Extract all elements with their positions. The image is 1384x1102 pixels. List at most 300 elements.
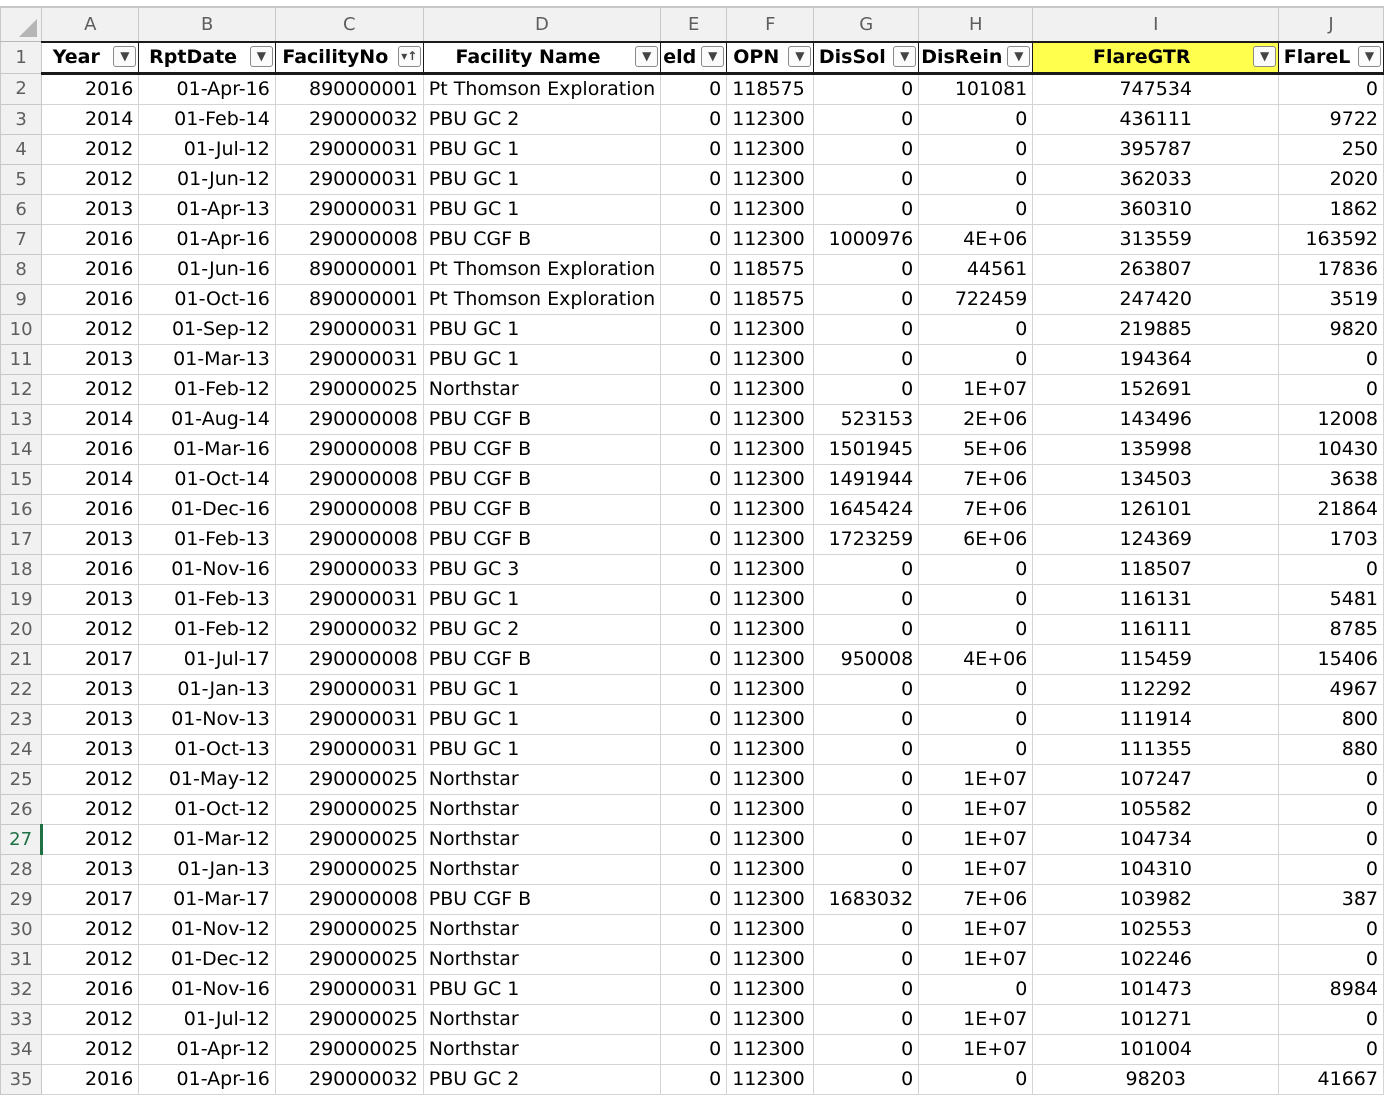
cell-c27[interactable]: 290000025 bbox=[275, 824, 423, 854]
row-header-31[interactable]: 31 bbox=[1, 944, 42, 974]
filter-dropdown-icon[interactable]: ▼ bbox=[788, 46, 811, 67]
cell-e10[interactable]: 0 bbox=[661, 314, 727, 344]
row-header-21[interactable]: 21 bbox=[1, 644, 42, 674]
cell-d20[interactable]: PBU GC 2 bbox=[423, 614, 660, 644]
cell-g16[interactable]: 1645424 bbox=[814, 494, 919, 524]
cell-d28[interactable]: Northstar bbox=[423, 854, 660, 884]
cell-i9[interactable]: 247420 bbox=[1033, 284, 1279, 314]
cell-i30[interactable]: 102553 bbox=[1033, 914, 1279, 944]
cell-b2[interactable]: 01-Apr-16 bbox=[139, 73, 275, 104]
cell-h6[interactable]: 0 bbox=[919, 194, 1033, 224]
cell-d25[interactable]: Northstar bbox=[423, 764, 660, 794]
cell-d21[interactable]: PBU CGF B bbox=[423, 644, 660, 674]
cell-j31[interactable]: 0 bbox=[1279, 944, 1384, 974]
cell-e13[interactable]: 0 bbox=[661, 404, 727, 434]
cell-b16[interactable]: 01-Dec-16 bbox=[139, 494, 275, 524]
row-header-8[interactable]: 8 bbox=[1, 254, 42, 284]
column-header-c[interactable]: C bbox=[275, 8, 423, 42]
cell-i21[interactable]: 115459 bbox=[1033, 644, 1279, 674]
cell-i18[interactable]: 118507 bbox=[1033, 554, 1279, 584]
cell-j26[interactable]: 0 bbox=[1279, 794, 1384, 824]
cell-j16[interactable]: 21864 bbox=[1279, 494, 1384, 524]
cell-j24[interactable]: 880 bbox=[1279, 734, 1384, 764]
cell-g34[interactable]: 0 bbox=[814, 1034, 919, 1064]
cell-a8[interactable]: 2016 bbox=[42, 254, 139, 284]
column-header-f[interactable]: F bbox=[727, 8, 814, 42]
row-header-19[interactable]: 19 bbox=[1, 584, 42, 614]
row-header-9[interactable]: 9 bbox=[1, 284, 42, 314]
cell-d27[interactable]: Northstar bbox=[423, 824, 660, 854]
cell-i12[interactable]: 152691 bbox=[1033, 374, 1279, 404]
cell-c19[interactable]: 290000031 bbox=[275, 584, 423, 614]
row-header-6[interactable]: 6 bbox=[1, 194, 42, 224]
cell-a17[interactable]: 2013 bbox=[42, 524, 139, 554]
cell-a13[interactable]: 2014 bbox=[42, 404, 139, 434]
cell-h25[interactable]: 1E+07 bbox=[919, 764, 1033, 794]
cell-g32[interactable]: 0 bbox=[814, 974, 919, 1004]
cell-g25[interactable]: 0 bbox=[814, 764, 919, 794]
cell-g14[interactable]: 1501945 bbox=[814, 434, 919, 464]
cell-e29[interactable]: 0 bbox=[661, 884, 727, 914]
cell-e34[interactable]: 0 bbox=[661, 1034, 727, 1064]
column-header-e[interactable]: E bbox=[661, 8, 727, 42]
cell-e2[interactable]: 0 bbox=[661, 73, 727, 104]
cell-h34[interactable]: 1E+07 bbox=[919, 1034, 1033, 1064]
cell-j21[interactable]: 15406 bbox=[1279, 644, 1384, 674]
cell-f16[interactable]: 112300 bbox=[727, 494, 814, 524]
cell-j13[interactable]: 12008 bbox=[1279, 404, 1384, 434]
cell-b11[interactable]: 01-Mar-13 bbox=[139, 344, 275, 374]
cell-d14[interactable]: PBU CGF B bbox=[423, 434, 660, 464]
cell-e32[interactable]: 0 bbox=[661, 974, 727, 1004]
cell-a35[interactable]: 2016 bbox=[42, 1064, 139, 1094]
cell-b34[interactable]: 01-Apr-12 bbox=[139, 1034, 275, 1064]
cell-b17[interactable]: 01-Feb-13 bbox=[139, 524, 275, 554]
cell-i16[interactable]: 126101 bbox=[1033, 494, 1279, 524]
cell-g5[interactable]: 0 bbox=[814, 164, 919, 194]
cell-i27[interactable]: 104734 bbox=[1033, 824, 1279, 854]
filter-dropdown-icon[interactable]: ▼ bbox=[1358, 46, 1381, 67]
cell-e17[interactable]: 0 bbox=[661, 524, 727, 554]
cell-a16[interactable]: 2016 bbox=[42, 494, 139, 524]
cell-i19[interactable]: 116131 bbox=[1033, 584, 1279, 614]
cell-h13[interactable]: 2E+06 bbox=[919, 404, 1033, 434]
cell-e9[interactable]: 0 bbox=[661, 284, 727, 314]
cell-a22[interactable]: 2013 bbox=[42, 674, 139, 704]
cell-b6[interactable]: 01-Apr-13 bbox=[139, 194, 275, 224]
cell-f22[interactable]: 112300 bbox=[727, 674, 814, 704]
cell-j15[interactable]: 3638 bbox=[1279, 464, 1384, 494]
cell-c23[interactable]: 290000031 bbox=[275, 704, 423, 734]
cell-b30[interactable]: 01-Nov-12 bbox=[139, 914, 275, 944]
cell-d33[interactable]: Northstar bbox=[423, 1004, 660, 1034]
cell-e11[interactable]: 0 bbox=[661, 344, 727, 374]
cell-h4[interactable]: 0 bbox=[919, 134, 1033, 164]
cell-d12[interactable]: Northstar bbox=[423, 374, 660, 404]
cell-i20[interactable]: 116111 bbox=[1033, 614, 1279, 644]
cell-h20[interactable]: 0 bbox=[919, 614, 1033, 644]
cell-f3[interactable]: 112300 bbox=[727, 104, 814, 134]
cell-b22[interactable]: 01-Jan-13 bbox=[139, 674, 275, 704]
cell-b19[interactable]: 01-Feb-13 bbox=[139, 584, 275, 614]
cell-b12[interactable]: 01-Feb-12 bbox=[139, 374, 275, 404]
cell-b13[interactable]: 01-Aug-14 bbox=[139, 404, 275, 434]
cell-a14[interactable]: 2016 bbox=[42, 434, 139, 464]
cell-f19[interactable]: 112300 bbox=[727, 584, 814, 614]
cell-h35[interactable]: 0 bbox=[919, 1064, 1033, 1094]
cell-h9[interactable]: 722459 bbox=[919, 284, 1033, 314]
cell-a12[interactable]: 2012 bbox=[42, 374, 139, 404]
cell-d3[interactable]: PBU GC 2 bbox=[423, 104, 660, 134]
filter-dropdown-icon[interactable]: ▼ bbox=[113, 46, 136, 67]
cell-a26[interactable]: 2012 bbox=[42, 794, 139, 824]
cell-a24[interactable]: 2013 bbox=[42, 734, 139, 764]
cell-j9[interactable]: 3519 bbox=[1279, 284, 1384, 314]
cell-h5[interactable]: 0 bbox=[919, 164, 1033, 194]
cell-i28[interactable]: 104310 bbox=[1033, 854, 1279, 884]
cell-a7[interactable]: 2016 bbox=[42, 224, 139, 254]
cell-i7[interactable]: 313559 bbox=[1033, 224, 1279, 254]
cell-i33[interactable]: 101271 bbox=[1033, 1004, 1279, 1034]
cell-g30[interactable]: 0 bbox=[814, 914, 919, 944]
cell-i32[interactable]: 101473 bbox=[1033, 974, 1279, 1004]
cell-g18[interactable]: 0 bbox=[814, 554, 919, 584]
cell-j35[interactable]: 41667 bbox=[1279, 1064, 1384, 1094]
row-header-16[interactable]: 16 bbox=[1, 494, 42, 524]
cell-i29[interactable]: 103982 bbox=[1033, 884, 1279, 914]
cell-i15[interactable]: 134503 bbox=[1033, 464, 1279, 494]
cell-c35[interactable]: 290000032 bbox=[275, 1064, 423, 1094]
cell-j25[interactable]: 0 bbox=[1279, 764, 1384, 794]
cell-c7[interactable]: 290000008 bbox=[275, 224, 423, 254]
cell-j32[interactable]: 8984 bbox=[1279, 974, 1384, 1004]
cell-f12[interactable]: 112300 bbox=[727, 374, 814, 404]
cell-b29[interactable]: 01-Mar-17 bbox=[139, 884, 275, 914]
cell-e22[interactable]: 0 bbox=[661, 674, 727, 704]
cell-a18[interactable]: 2016 bbox=[42, 554, 139, 584]
column-header-g[interactable]: G bbox=[814, 8, 919, 42]
row-header-12[interactable]: 12 bbox=[1, 374, 42, 404]
cell-c26[interactable]: 290000025 bbox=[275, 794, 423, 824]
cell-i31[interactable]: 102246 bbox=[1033, 944, 1279, 974]
cell-c18[interactable]: 290000033 bbox=[275, 554, 423, 584]
cell-f26[interactable]: 112300 bbox=[727, 794, 814, 824]
cell-h10[interactable]: 0 bbox=[919, 314, 1033, 344]
cell-h14[interactable]: 5E+06 bbox=[919, 434, 1033, 464]
cell-h7[interactable]: 4E+06 bbox=[919, 224, 1033, 254]
cell-d13[interactable]: PBU CGF B bbox=[423, 404, 660, 434]
cell-j11[interactable]: 0 bbox=[1279, 344, 1384, 374]
cell-j34[interactable]: 0 bbox=[1279, 1034, 1384, 1064]
row-header-10[interactable]: 10 bbox=[1, 314, 42, 344]
cell-c32[interactable]: 290000031 bbox=[275, 974, 423, 1004]
cell-d24[interactable]: PBU GC 1 bbox=[423, 734, 660, 764]
cell-j29[interactable]: 387 bbox=[1279, 884, 1384, 914]
cell-a25[interactable]: 2012 bbox=[42, 764, 139, 794]
cell-d2[interactable]: Pt Thomson Exploration bbox=[423, 73, 660, 104]
cell-d15[interactable]: PBU CGF B bbox=[423, 464, 660, 494]
cell-d19[interactable]: PBU GC 1 bbox=[423, 584, 660, 614]
column-header-d[interactable]: D bbox=[423, 8, 660, 42]
cell-a33[interactable]: 2012 bbox=[42, 1004, 139, 1034]
cell-c16[interactable]: 290000008 bbox=[275, 494, 423, 524]
cell-i24[interactable]: 111355 bbox=[1033, 734, 1279, 764]
cell-b5[interactable]: 01-Jun-12 bbox=[139, 164, 275, 194]
column-header-a[interactable]: A bbox=[42, 8, 139, 42]
cell-e7[interactable]: 0 bbox=[661, 224, 727, 254]
cell-g22[interactable]: 0 bbox=[814, 674, 919, 704]
filter-dropdown-icon[interactable]: ▼ bbox=[701, 46, 724, 67]
cell-d34[interactable]: Northstar bbox=[423, 1034, 660, 1064]
row-header-24[interactable]: 24 bbox=[1, 734, 42, 764]
cell-h3[interactable]: 0 bbox=[919, 104, 1033, 134]
cell-g24[interactable]: 0 bbox=[814, 734, 919, 764]
cell-f27[interactable]: 112300 bbox=[727, 824, 814, 854]
column-header-b[interactable]: B bbox=[139, 8, 275, 42]
cell-e8[interactable]: 0 bbox=[661, 254, 727, 284]
cell-h18[interactable]: 0 bbox=[919, 554, 1033, 584]
cell-f29[interactable]: 112300 bbox=[727, 884, 814, 914]
cell-d10[interactable]: PBU GC 1 bbox=[423, 314, 660, 344]
cell-b20[interactable]: 01-Feb-12 bbox=[139, 614, 275, 644]
cell-e27[interactable]: 0 bbox=[661, 824, 727, 854]
cell-f2[interactable]: 118575 bbox=[727, 73, 814, 104]
cell-e31[interactable]: 0 bbox=[661, 944, 727, 974]
row-header-1[interactable]: 1 bbox=[1, 42, 42, 74]
cell-j14[interactable]: 10430 bbox=[1279, 434, 1384, 464]
row-header-15[interactable]: 15 bbox=[1, 464, 42, 494]
cell-f15[interactable]: 112300 bbox=[727, 464, 814, 494]
cell-i11[interactable]: 194364 bbox=[1033, 344, 1279, 374]
cell-i34[interactable]: 101004 bbox=[1033, 1034, 1279, 1064]
cell-c3[interactable]: 290000032 bbox=[275, 104, 423, 134]
cell-g17[interactable]: 1723259 bbox=[814, 524, 919, 554]
cell-f21[interactable]: 112300 bbox=[727, 644, 814, 674]
cell-g6[interactable]: 0 bbox=[814, 194, 919, 224]
cell-j3[interactable]: 9722 bbox=[1279, 104, 1384, 134]
row-header-2[interactable]: 2 bbox=[1, 73, 42, 104]
cell-c10[interactable]: 290000031 bbox=[275, 314, 423, 344]
cell-g27[interactable]: 0 bbox=[814, 824, 919, 854]
cell-c6[interactable]: 290000031 bbox=[275, 194, 423, 224]
row-header-18[interactable]: 18 bbox=[1, 554, 42, 584]
cell-b25[interactable]: 01-May-12 bbox=[139, 764, 275, 794]
cell-b21[interactable]: 01-Jul-17 bbox=[139, 644, 275, 674]
row-header-5[interactable]: 5 bbox=[1, 164, 42, 194]
cell-a31[interactable]: 2012 bbox=[42, 944, 139, 974]
cell-c15[interactable]: 290000008 bbox=[275, 464, 423, 494]
cell-b14[interactable]: 01-Mar-16 bbox=[139, 434, 275, 464]
cell-a6[interactable]: 2013 bbox=[42, 194, 139, 224]
cell-f28[interactable]: 112300 bbox=[727, 854, 814, 884]
cell-c2[interactable]: 890000001 bbox=[275, 73, 423, 104]
cell-c28[interactable]: 290000025 bbox=[275, 854, 423, 884]
cell-j7[interactable]: 163592 bbox=[1279, 224, 1384, 254]
cell-g15[interactable]: 1491944 bbox=[814, 464, 919, 494]
cell-d31[interactable]: Northstar bbox=[423, 944, 660, 974]
row-header-32[interactable]: 32 bbox=[1, 974, 42, 1004]
cell-e23[interactable]: 0 bbox=[661, 704, 727, 734]
filter-dropdown-icon[interactable]: ▼ bbox=[893, 46, 916, 67]
cell-a32[interactable]: 2016 bbox=[42, 974, 139, 1004]
cell-c20[interactable]: 290000032 bbox=[275, 614, 423, 644]
cell-c29[interactable]: 290000008 bbox=[275, 884, 423, 914]
cell-j2[interactable]: 0 bbox=[1279, 73, 1384, 104]
cell-f31[interactable]: 112300 bbox=[727, 944, 814, 974]
cell-a11[interactable]: 2013 bbox=[42, 344, 139, 374]
cell-f23[interactable]: 112300 bbox=[727, 704, 814, 734]
cell-c33[interactable]: 290000025 bbox=[275, 1004, 423, 1034]
cell-c21[interactable]: 290000008 bbox=[275, 644, 423, 674]
cell-i6[interactable]: 360310 bbox=[1033, 194, 1279, 224]
cell-j5[interactable]: 2020 bbox=[1279, 164, 1384, 194]
cell-d23[interactable]: PBU GC 1 bbox=[423, 704, 660, 734]
cell-i3[interactable]: 436111 bbox=[1033, 104, 1279, 134]
cell-h32[interactable]: 0 bbox=[919, 974, 1033, 1004]
cell-f14[interactable]: 112300 bbox=[727, 434, 814, 464]
cell-c12[interactable]: 290000025 bbox=[275, 374, 423, 404]
row-header-29[interactable]: 29 bbox=[1, 884, 42, 914]
cell-j33[interactable]: 0 bbox=[1279, 1004, 1384, 1034]
cell-e25[interactable]: 0 bbox=[661, 764, 727, 794]
cell-d5[interactable]: PBU GC 1 bbox=[423, 164, 660, 194]
cell-f20[interactable]: 112300 bbox=[727, 614, 814, 644]
cell-e12[interactable]: 0 bbox=[661, 374, 727, 404]
cell-i25[interactable]: 107247 bbox=[1033, 764, 1279, 794]
cell-a4[interactable]: 2012 bbox=[42, 134, 139, 164]
row-header-14[interactable]: 14 bbox=[1, 434, 42, 464]
cell-c30[interactable]: 290000025 bbox=[275, 914, 423, 944]
cell-d30[interactable]: Northstar bbox=[423, 914, 660, 944]
cell-b3[interactable]: 01-Feb-14 bbox=[139, 104, 275, 134]
cell-e19[interactable]: 0 bbox=[661, 584, 727, 614]
filter-dropdown-icon[interactable]: ▼ bbox=[250, 46, 273, 67]
cell-a30[interactable]: 2012 bbox=[42, 914, 139, 944]
cell-i13[interactable]: 143496 bbox=[1033, 404, 1279, 434]
cell-c13[interactable]: 290000008 bbox=[275, 404, 423, 434]
cell-b7[interactable]: 01-Apr-16 bbox=[139, 224, 275, 254]
column-header-i[interactable]: I bbox=[1033, 8, 1279, 42]
cell-a19[interactable]: 2013 bbox=[42, 584, 139, 614]
cell-g19[interactable]: 0 bbox=[814, 584, 919, 614]
cell-j20[interactable]: 8785 bbox=[1279, 614, 1384, 644]
cell-i35[interactable]: 98203 bbox=[1033, 1064, 1279, 1094]
sort-ascending-filter-icon[interactable]: ▾↑ bbox=[398, 46, 421, 67]
cell-b27[interactable]: 01-Mar-12 bbox=[139, 824, 275, 854]
cell-a34[interactable]: 2012 bbox=[42, 1034, 139, 1064]
cell-i14[interactable]: 135998 bbox=[1033, 434, 1279, 464]
cell-c8[interactable]: 890000001 bbox=[275, 254, 423, 284]
cell-a28[interactable]: 2013 bbox=[42, 854, 139, 884]
cell-h19[interactable]: 0 bbox=[919, 584, 1033, 614]
cell-f6[interactable]: 112300 bbox=[727, 194, 814, 224]
cell-e4[interactable]: 0 bbox=[661, 134, 727, 164]
cell-j19[interactable]: 5481 bbox=[1279, 584, 1384, 614]
cell-d8[interactable]: Pt Thomson Exploration bbox=[423, 254, 660, 284]
cell-g9[interactable]: 0 bbox=[814, 284, 919, 314]
cell-f4[interactable]: 112300 bbox=[727, 134, 814, 164]
cell-d29[interactable]: PBU CGF B bbox=[423, 884, 660, 914]
cell-b35[interactable]: 01-Apr-16 bbox=[139, 1064, 275, 1094]
cell-b18[interactable]: 01-Nov-16 bbox=[139, 554, 275, 584]
cell-d16[interactable]: PBU CGF B bbox=[423, 494, 660, 524]
filter-dropdown-icon[interactable]: ▼ bbox=[1253, 46, 1276, 67]
cell-b28[interactable]: 01-Jan-13 bbox=[139, 854, 275, 884]
cell-f9[interactable]: 118575 bbox=[727, 284, 814, 314]
cell-j4[interactable]: 250 bbox=[1279, 134, 1384, 164]
cell-g31[interactable]: 0 bbox=[814, 944, 919, 974]
cell-i17[interactable]: 124369 bbox=[1033, 524, 1279, 554]
cell-a15[interactable]: 2014 bbox=[42, 464, 139, 494]
cell-j10[interactable]: 9820 bbox=[1279, 314, 1384, 344]
cell-f24[interactable]: 112300 bbox=[727, 734, 814, 764]
column-header-j[interactable]: J bbox=[1279, 8, 1384, 42]
cell-h17[interactable]: 6E+06 bbox=[919, 524, 1033, 554]
cell-b10[interactable]: 01-Sep-12 bbox=[139, 314, 275, 344]
row-header-23[interactable]: 23 bbox=[1, 704, 42, 734]
cell-e33[interactable]: 0 bbox=[661, 1004, 727, 1034]
cell-f17[interactable]: 112300 bbox=[727, 524, 814, 554]
row-header-7[interactable]: 7 bbox=[1, 224, 42, 254]
cell-i22[interactable]: 112292 bbox=[1033, 674, 1279, 704]
cell-f8[interactable]: 118575 bbox=[727, 254, 814, 284]
cell-j28[interactable]: 0 bbox=[1279, 854, 1384, 884]
filter-dropdown-icon[interactable]: ▼ bbox=[1007, 46, 1030, 67]
cell-g21[interactable]: 950008 bbox=[814, 644, 919, 674]
row-header-26[interactable]: 26 bbox=[1, 794, 42, 824]
cell-d4[interactable]: PBU GC 1 bbox=[423, 134, 660, 164]
cell-d35[interactable]: PBU GC 2 bbox=[423, 1064, 660, 1094]
cell-b26[interactable]: 01-Oct-12 bbox=[139, 794, 275, 824]
cell-a5[interactable]: 2012 bbox=[42, 164, 139, 194]
cell-h29[interactable]: 7E+06 bbox=[919, 884, 1033, 914]
cell-a2[interactable]: 2016 bbox=[42, 73, 139, 104]
row-header-27[interactable]: 27 bbox=[1, 824, 42, 854]
column-header-h[interactable]: H bbox=[919, 8, 1033, 42]
select-all-corner[interactable] bbox=[1, 8, 42, 42]
cell-c22[interactable]: 290000031 bbox=[275, 674, 423, 704]
cell-i4[interactable]: 395787 bbox=[1033, 134, 1279, 164]
cell-h24[interactable]: 0 bbox=[919, 734, 1033, 764]
cell-h21[interactable]: 4E+06 bbox=[919, 644, 1033, 674]
cell-h15[interactable]: 7E+06 bbox=[919, 464, 1033, 494]
cell-e20[interactable]: 0 bbox=[661, 614, 727, 644]
cell-j22[interactable]: 4967 bbox=[1279, 674, 1384, 704]
cell-e5[interactable]: 0 bbox=[661, 164, 727, 194]
cell-h22[interactable]: 0 bbox=[919, 674, 1033, 704]
cell-e28[interactable]: 0 bbox=[661, 854, 727, 884]
cell-f18[interactable]: 112300 bbox=[727, 554, 814, 584]
cell-e24[interactable]: 0 bbox=[661, 734, 727, 764]
cell-f13[interactable]: 112300 bbox=[727, 404, 814, 434]
cell-h31[interactable]: 1E+07 bbox=[919, 944, 1033, 974]
cell-e18[interactable]: 0 bbox=[661, 554, 727, 584]
cell-j8[interactable]: 17836 bbox=[1279, 254, 1384, 284]
cell-b33[interactable]: 01-Jul-12 bbox=[139, 1004, 275, 1034]
cell-g10[interactable]: 0 bbox=[814, 314, 919, 344]
cell-a9[interactable]: 2016 bbox=[42, 284, 139, 314]
cell-h16[interactable]: 7E+06 bbox=[919, 494, 1033, 524]
cell-c11[interactable]: 290000031 bbox=[275, 344, 423, 374]
cell-c14[interactable]: 290000008 bbox=[275, 434, 423, 464]
cell-b9[interactable]: 01-Oct-16 bbox=[139, 284, 275, 314]
cell-i5[interactable]: 362033 bbox=[1033, 164, 1279, 194]
cell-e14[interactable]: 0 bbox=[661, 434, 727, 464]
cell-j17[interactable]: 1703 bbox=[1279, 524, 1384, 554]
cell-a3[interactable]: 2014 bbox=[42, 104, 139, 134]
cell-d7[interactable]: PBU CGF B bbox=[423, 224, 660, 254]
cell-g33[interactable]: 0 bbox=[814, 1004, 919, 1034]
